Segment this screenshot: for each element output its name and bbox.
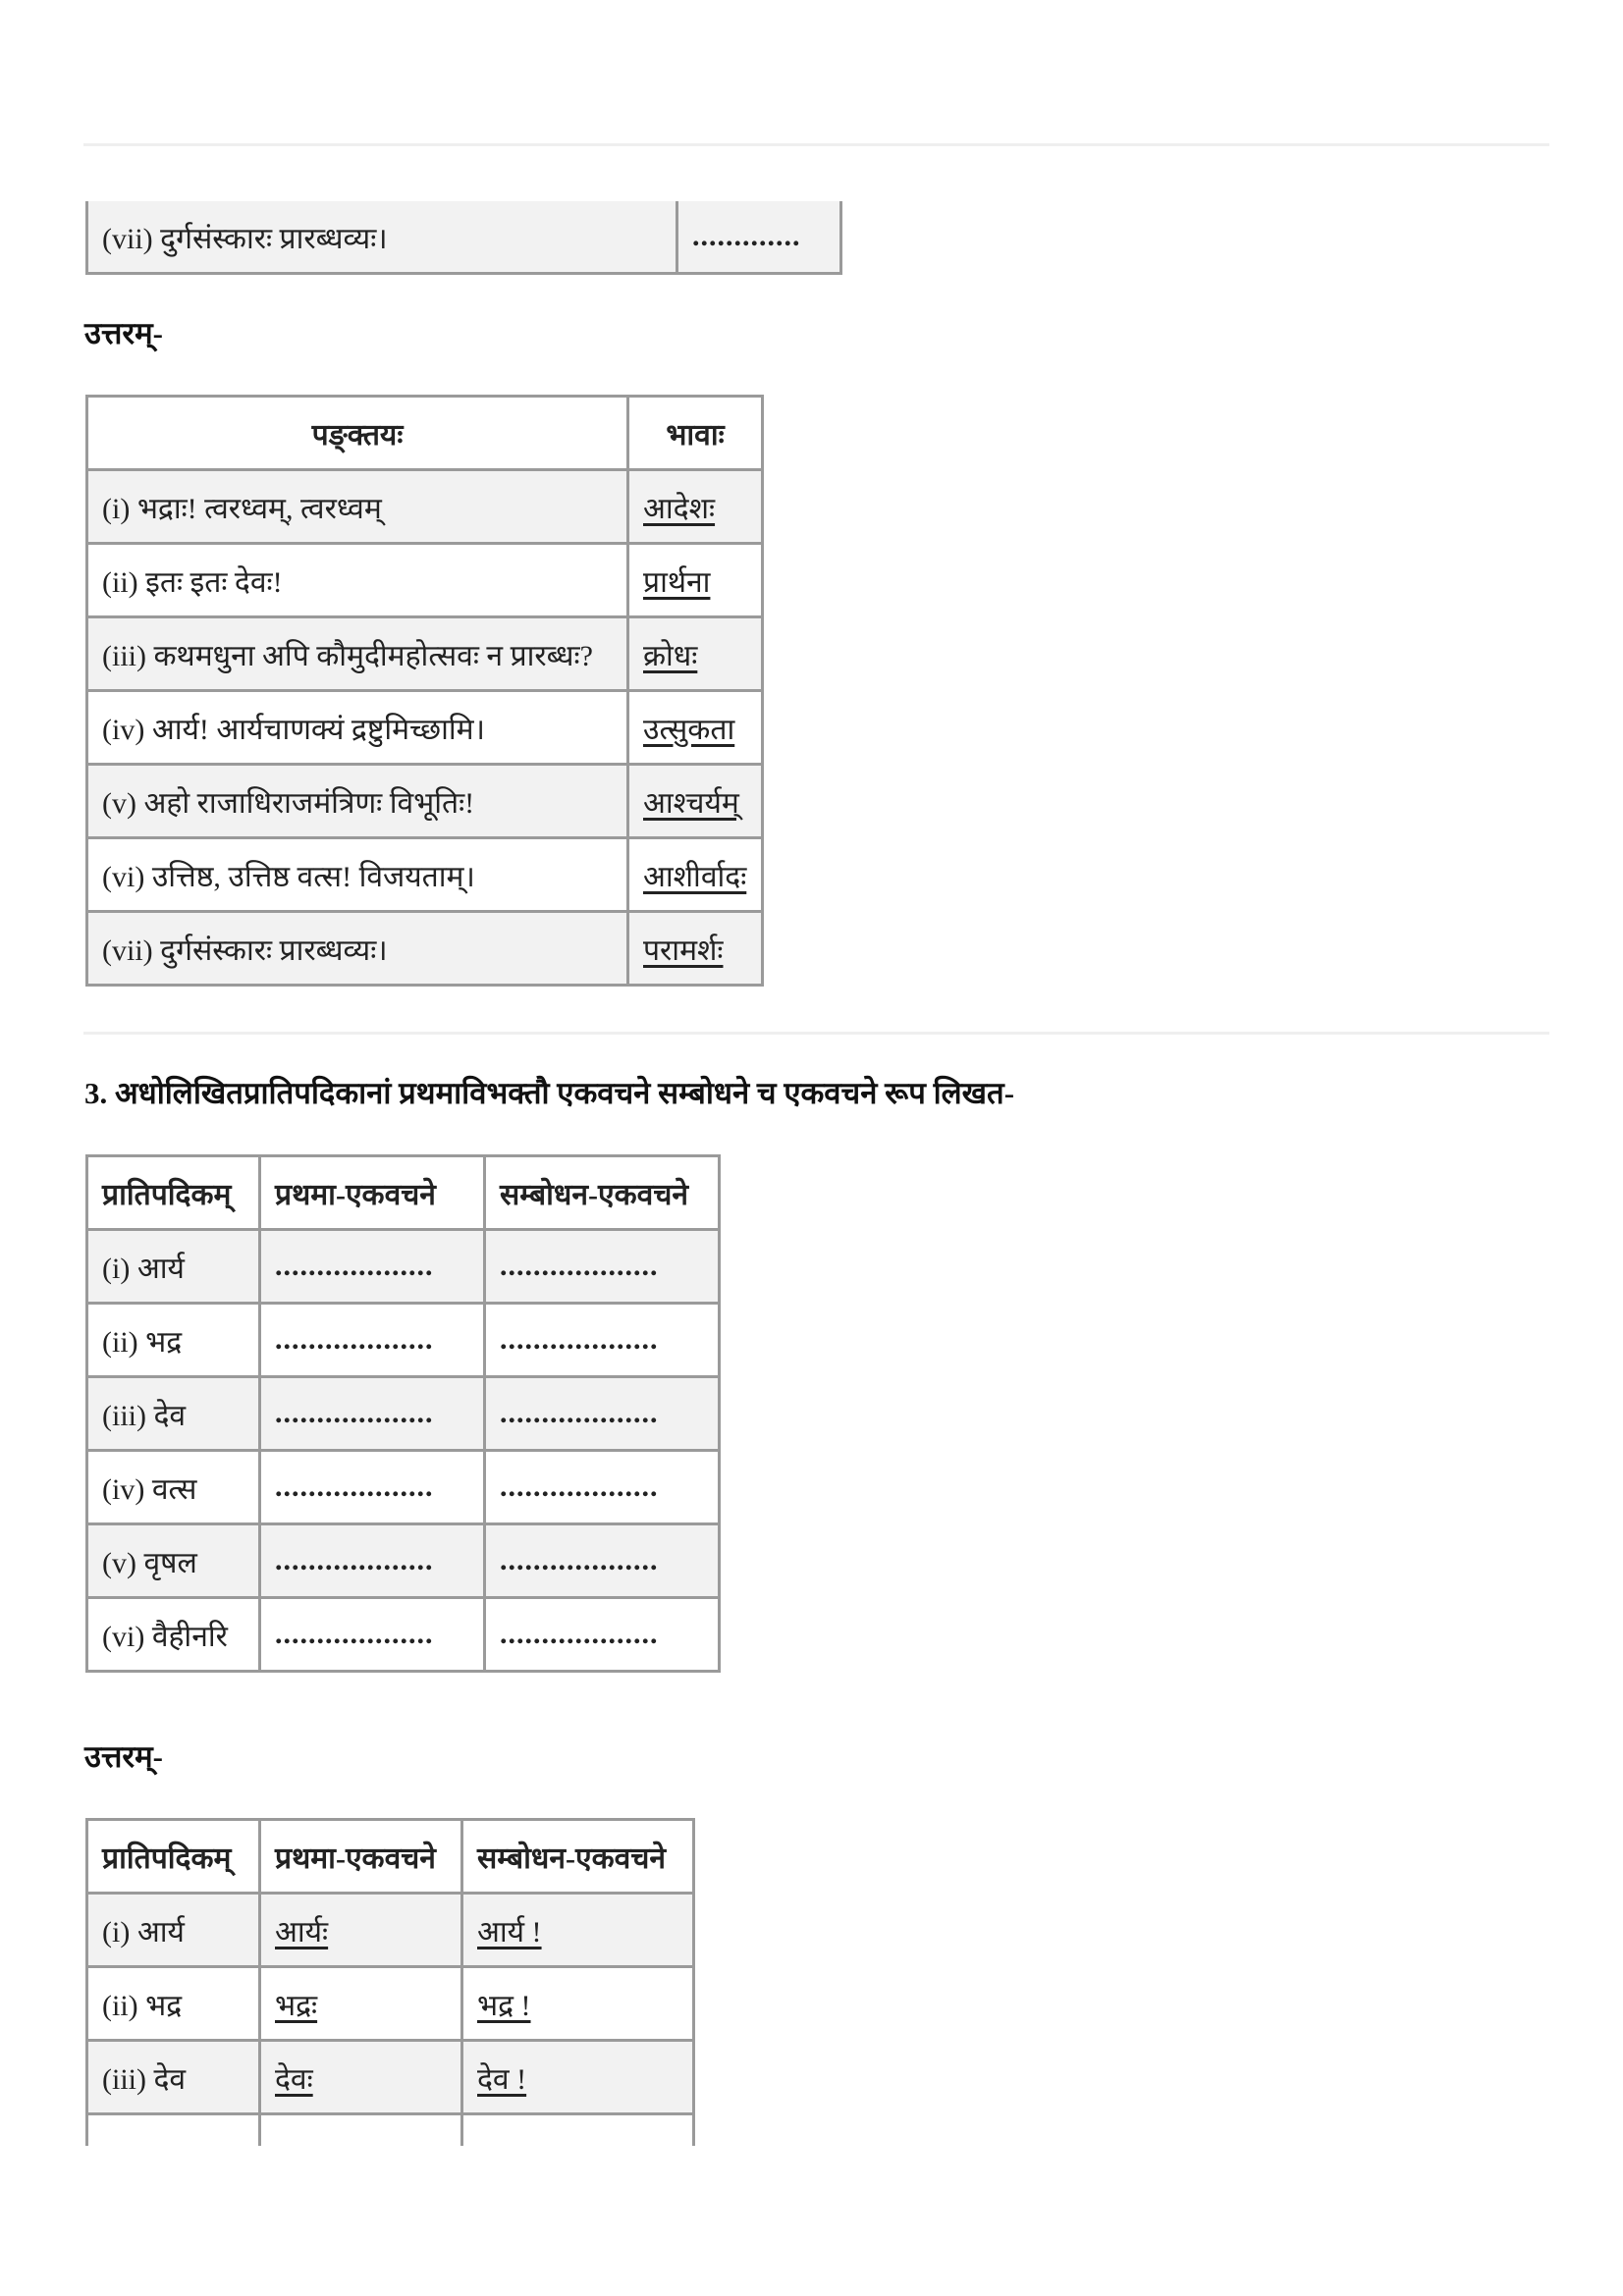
bhava-cell: परामर्शः — [628, 912, 763, 986]
answer-label: उत्तरम्- — [84, 1739, 163, 1774]
table-row — [87, 2041, 694, 2114]
prathama-cell: आर्यः — [260, 1894, 462, 1967]
header-bhava: भावाः — [628, 397, 763, 470]
blank-cell: ................... — [260, 1304, 485, 1377]
line-cell: (vi) उत्तिष्ठ, उत्तिष्ठ वत्स! विजयताम्। — [87, 838, 628, 912]
word-cell: (iii) देव — [87, 2041, 260, 2114]
word-cell: (i) आर्य — [87, 1230, 260, 1304]
header-sambodhan: सम्बोधन-एकवचने — [485, 1156, 720, 1230]
word-cell: (i) आर्य — [87, 1894, 260, 1967]
sambodhan-cell: देव ! — [462, 2041, 694, 2114]
blank-cell: ............. — [677, 201, 841, 274]
blank-cell: ................... — [485, 1451, 720, 1524]
answer-label: उत्तरम्- — [84, 316, 163, 350]
table-header-row — [87, 1820, 694, 1894]
line-cell: (vii) दुर्गसंस्कारः प्रारब्धव्यः। — [87, 201, 677, 274]
blank-cell: ................... — [485, 1377, 720, 1451]
line-cell: (vii) दुर्गसंस्कारः प्रारब्धव्यः। — [87, 912, 628, 986]
table-row — [87, 1967, 694, 2041]
word-cell: (ii) भद्र — [87, 1967, 260, 2041]
question-heading: 3. अधोलिखितप्रातिपदिकानां प्रथमाविभक्तौ एकवचने सम्बोधने च एकवचने रूप लिखत- — [84, 1076, 1015, 1110]
header-lines: पङ्क्तयः — [87, 397, 628, 470]
bhava-cell: आशीर्वादः — [628, 838, 763, 912]
prathama-cell: भद्रः — [260, 1967, 462, 2041]
blank-cell: ................... — [485, 1524, 720, 1598]
bhava-cell: क्रोधः — [628, 617, 763, 691]
word-cell: (v) वृषल — [87, 1524, 260, 1598]
sambodhan-cell — [462, 2114, 694, 2147]
sambodhan-cell: आर्य ! — [462, 1894, 694, 1967]
line-cell: (i) भद्राः! त्वरध्वम्, त्वरध्वम् — [87, 470, 628, 544]
bhava-cell: उत्सुकता — [628, 691, 763, 765]
line-cell: (iv) आर्य! आर्यचाणक्यं द्रष्टुमिच्छामि। — [87, 691, 628, 765]
line-cell: (ii) इतः इतः देवः! — [87, 544, 628, 617]
word-cell: (iii) देव — [87, 1377, 260, 1451]
blank-cell: ................... — [485, 1304, 720, 1377]
answer-table-forms — [85, 1818, 695, 2146]
blank-cell: ................... — [260, 1230, 485, 1304]
bhava-cell: आश्चर्यम् — [628, 765, 763, 838]
prathama-cell — [260, 2114, 462, 2147]
blank-cell: ................... — [260, 1524, 485, 1598]
word-cell: (ii) भद्र — [87, 1304, 260, 1377]
line-cell: (v) अहो राजाधिराजमंत्रिणः विभूतिः! — [87, 765, 628, 838]
header-sambodhan: सम्बोधन-एकवचने — [462, 1820, 694, 1894]
blank-cell: ................... — [260, 1598, 485, 1672]
header-prathama: प्रथमा-एकवचने — [260, 1156, 485, 1230]
prathama-cell: देवः — [260, 2041, 462, 2114]
word-cell: (vi) वैहीनरि — [87, 1598, 260, 1672]
header-prathama: प्रथमा-एकवचने — [260, 1820, 462, 1894]
blank-cell: ................... — [260, 1451, 485, 1524]
bhava-cell: प्रार्थना — [628, 544, 763, 617]
table-row — [87, 2114, 694, 2147]
word-cell — [87, 2114, 260, 2147]
bhava-cell: आदेशः — [628, 470, 763, 544]
blank-cell: ................... — [260, 1377, 485, 1451]
blank-cell: ................... — [485, 1230, 720, 1304]
sambodhan-cell: भद्र ! — [462, 1967, 694, 2041]
word-cell: (iv) वत्स — [87, 1451, 260, 1524]
blank-cell: ................... — [485, 1598, 720, 1672]
header-word: प्रातिपदिकम् — [87, 1156, 260, 1230]
header-word: प्रातिपदिकम् — [87, 1820, 260, 1894]
table-row — [87, 1894, 694, 1967]
line-cell: (iii) कथमधुना अपि कौमुदीमहोत्सवः न प्रारब्धः? — [87, 617, 628, 691]
